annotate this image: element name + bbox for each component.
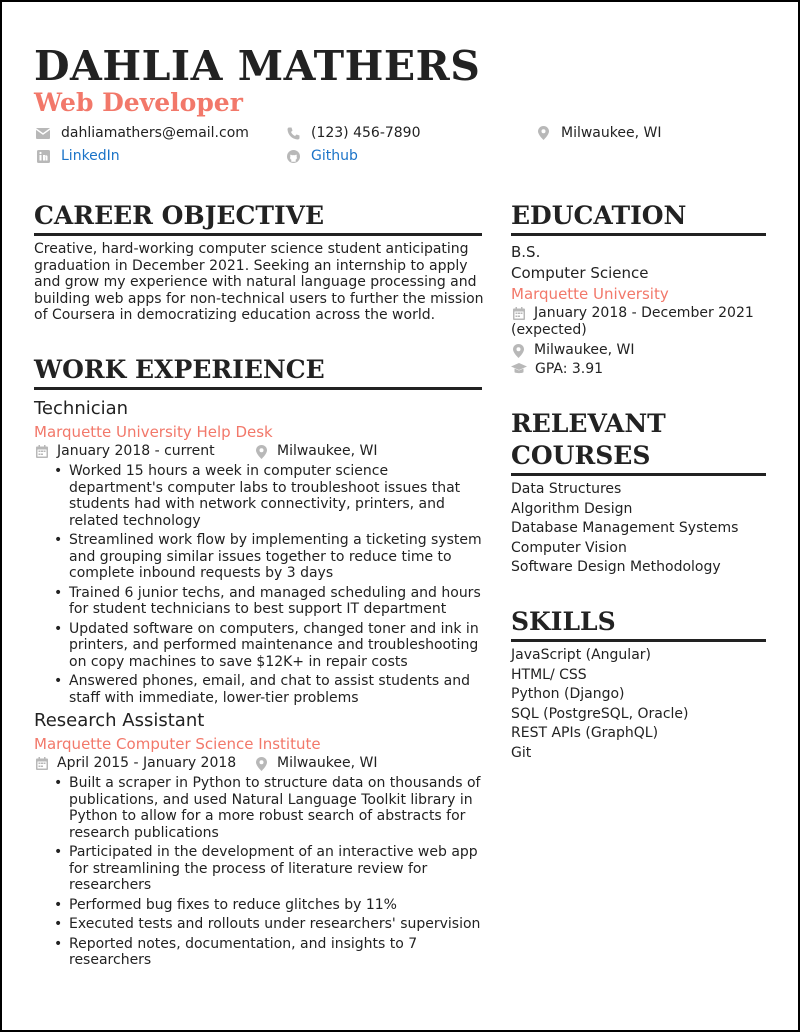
candidate-role: Web Developer (34, 88, 243, 117)
graduation-cap-icon (511, 363, 527, 376)
map-pin-icon (256, 445, 269, 458)
education-heading: EDUCATION (511, 201, 687, 230)
objective-text: Creative, hard-working computer science student anticipating graduation in December 2021. Seeking an internship to apply and grow my experience with natural language processing and building web apps for non-technical users to further the mission of Coursera in democratizing education across the world. (34, 241, 484, 323)
skills-heading: SKILLS (511, 607, 616, 636)
calendar-icon (36, 757, 49, 770)
list-item: • Reported notes, documentation, and insights to 7 researchers (34, 936, 486, 969)
job-location-text: Milwaukee, WI (277, 755, 378, 771)
job-organization: Marquette University Help Desk (34, 423, 273, 441)
job-location (256, 755, 377, 771)
list-item: • Streamlined work flow by implementing a ticketing system and grouping similar issues together to reduce time to complete inbound requests by 3 days (34, 532, 486, 582)
list-item: • Built a scraper in Python to structure data on thousands of publications, and used Natural Language Toolkit library in Python to allow for a more robust search of abstracts for research publications (34, 775, 486, 841)
list-item: Database Management Systems (511, 520, 739, 536)
calendar-icon (36, 445, 49, 458)
skills-divider (511, 639, 766, 642)
list-item: • Updated software on computers, changed toner and ink in printers, and performed maintenance and troubleshooting on copy machines to save $12K+ in repair costs (34, 621, 486, 671)
list-item: Software Design Methodology (511, 559, 721, 575)
courses-divider (511, 473, 766, 476)
education-gpa (511, 361, 603, 377)
map-pin-icon (256, 757, 269, 770)
objective-divider (34, 233, 482, 236)
education-dates-note: (expected) (511, 322, 587, 338)
linkedin-icon (36, 149, 50, 163)
job-location (256, 443, 377, 459)
list-item: Python (Django) (511, 686, 625, 702)
map-pin-icon (513, 344, 526, 357)
contact-github[interactable] (286, 148, 358, 164)
courses-list (511, 480, 738, 578)
job-dates (36, 755, 236, 771)
envelope-icon (36, 126, 50, 140)
calendar-icon (513, 307, 526, 320)
job-dates (36, 443, 215, 459)
school-name: Marquette University (511, 285, 669, 303)
list-item: HTML/ CSS (511, 666, 587, 683)
experience-heading: WORK EXPERIENCE (34, 355, 325, 384)
job-organization: Marquette Computer Science Institute (34, 735, 321, 753)
contact-linkedin[interactable] (36, 148, 120, 164)
education-dates (513, 305, 754, 321)
education-location-text: Milwaukee, WI (534, 342, 635, 358)
phone-text: (123) 456-7890 (311, 125, 421, 141)
list-item: JavaScript (Angular) (511, 647, 651, 663)
job-title: Research Assistant (34, 710, 205, 731)
candidate-name: DAHLIA MATHERS (34, 42, 481, 90)
education-dates-text: January 2018 - December 2021 (534, 305, 754, 321)
github-icon (286, 149, 300, 163)
list-item: • Worked 15 hours a week in computer science department's computer labs to troubleshoot issues that students had with network connectivity, printers, and related technology (34, 463, 486, 529)
list-item: Algorithm Design (511, 500, 633, 517)
job-dates-text: April 2015 - January 2018 (57, 755, 237, 771)
map-pin-icon (536, 126, 550, 140)
list-item: • Trained 6 junior techs, and managed scheduling and hours for student technicians to best support IT department (34, 585, 486, 618)
email-text: dahliamathers@email.com (61, 125, 249, 141)
list-item: SQL (PostgreSQL, Oracle) (511, 705, 689, 722)
list-item: • Executed tests and rollouts under researchers' supervision (34, 916, 486, 933)
location-text: Milwaukee, WI (561, 125, 662, 141)
list-item: • Participated in the development of an interactive web app for streamlining the process of literature review for researchers (34, 844, 486, 894)
job-bullets (34, 463, 486, 709)
field-of-study: Computer Science (511, 264, 649, 282)
contact-location (536, 125, 661, 141)
job-dates-text: January 2018 - current (57, 443, 215, 459)
list-item: Git (511, 744, 532, 761)
linkedin-link[interactable]: LinkedIn (61, 148, 120, 164)
courses-heading-line1: RELEVANT (511, 409, 666, 438)
skills-list (511, 646, 688, 763)
list-item: Computer Vision (511, 539, 627, 556)
degree: B.S. (511, 243, 541, 261)
objective-heading: CAREER OBJECTIVE (34, 201, 325, 230)
experience-divider (34, 387, 482, 390)
contact-email[interactable] (36, 125, 249, 141)
list-item: Data Structures (511, 481, 622, 497)
resume-page (2, 2, 798, 1030)
list-item: REST APIs (GraphQL) (511, 725, 659, 741)
phone-icon (286, 126, 300, 140)
job-bullets (34, 775, 486, 972)
contact-phone[interactable] (286, 125, 421, 141)
job-title: Technician (34, 398, 129, 419)
education-location (513, 342, 634, 358)
job-location-text: Milwaukee, WI (277, 443, 378, 459)
list-item: • Answered phones, email, and chat to assist students and staff with immediate, lower-tier problems (34, 673, 486, 706)
gpa-text: GPA: 3.91 (535, 361, 604, 377)
github-link[interactable]: Github (311, 148, 358, 164)
courses-heading-line2: COURSES (511, 441, 651, 470)
list-item: • Performed bug fixes to reduce glitches by 11% (34, 897, 486, 914)
education-divider (511, 233, 766, 236)
